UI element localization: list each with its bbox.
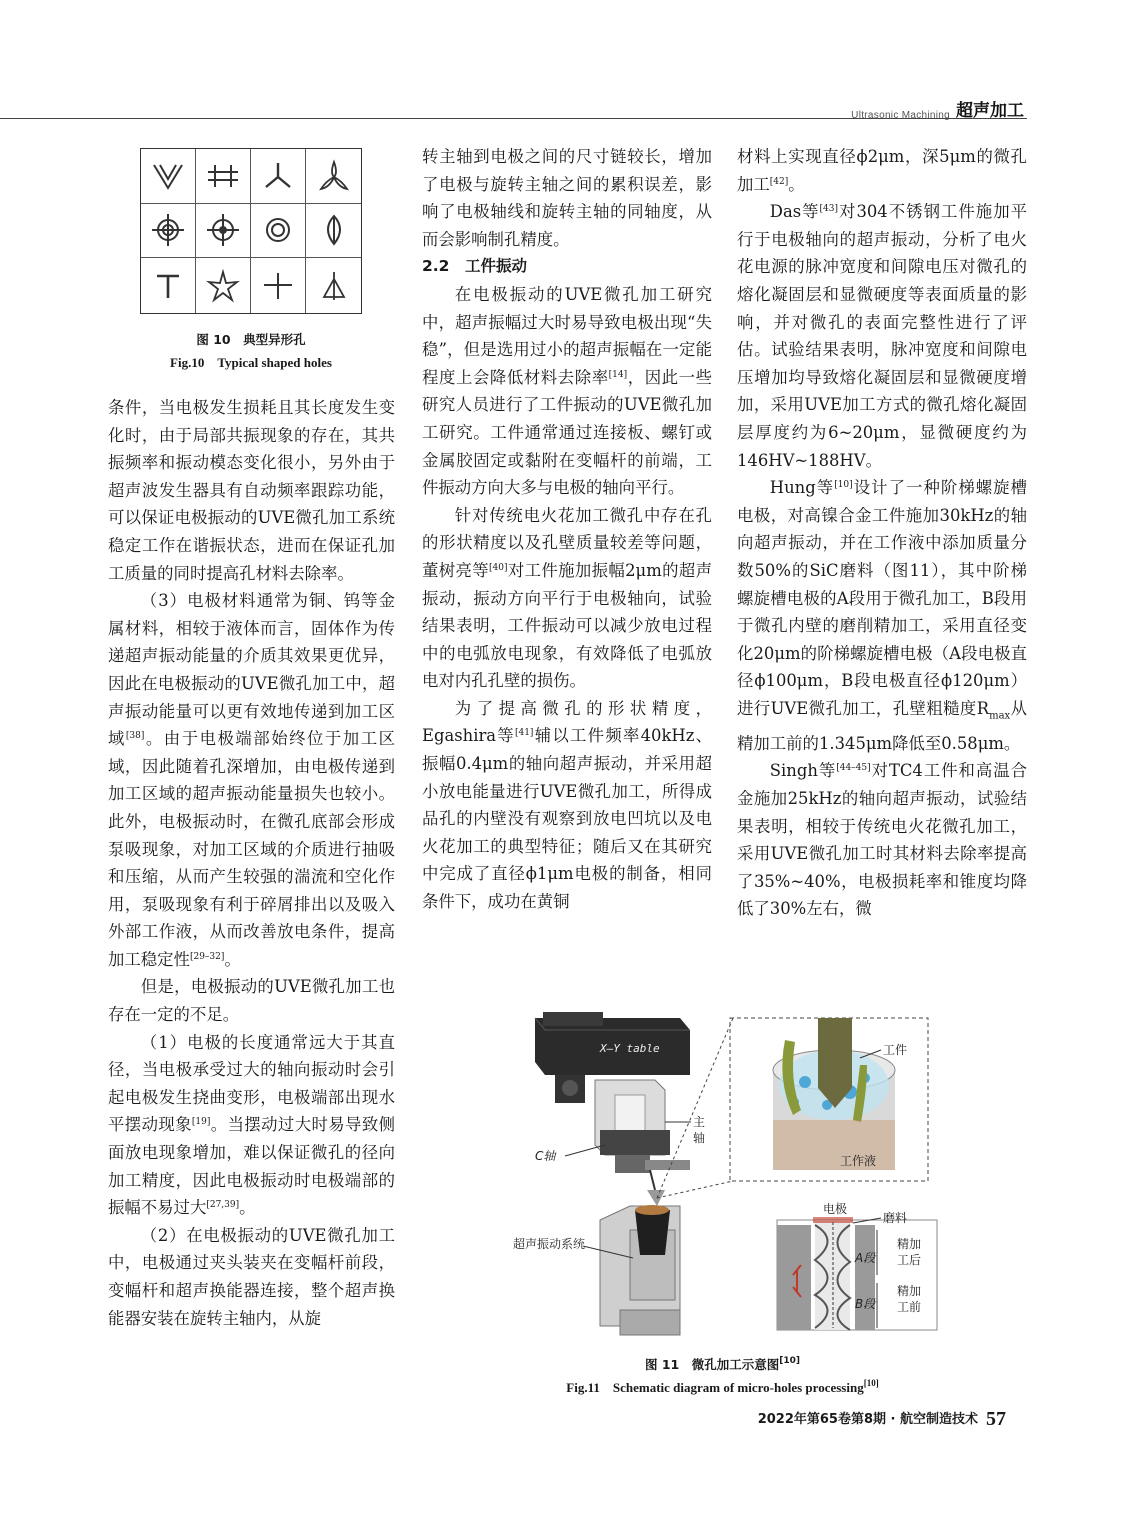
citation: [38] — [125, 731, 145, 742]
page-number: 57 — [986, 1408, 1006, 1430]
citation: [44–45] — [836, 763, 871, 774]
citation: [10] — [834, 480, 853, 491]
after-finishing-label-l2: 工后 — [897, 1253, 922, 1267]
citation: [42] — [769, 176, 789, 187]
paragraph: Das等[43]对304不锈钢工件施加平行于电极轴向的超声振动，分析了电火花电源的脉冲宽度和间隙电压对微孔的熔化凝固层和显微硬度等表面质量的影响，并对微孔的表面完整性进行了评估。试验结果表明，脉冲宽度和间隙电压增加均导致熔化凝固层和显微硬度增加，采用UVE加工方式的微孔熔化凝固层厚度约为6~20μm，显微硬度约为146HV~188HV。 — [737, 202, 1027, 470]
paragraph: Singh等[44–45]对TC4工件和高温合金施加25kHz的轴向超声振动，试验结果表明，相较于传统电火花微孔加工，采用UVE微孔加工时其材料去除率提高了35%~40%，电极损耗率和锥度均降低了30%左右，微 — [737, 761, 1028, 919]
paragraph: （2）在电极振动的UVE微孔加工中，电极通过夹头装夹在变幅杆前段，变幅杆和超声换能器连接，整个超声换能器安装在旋转主轴内，从旋 — [108, 1225, 395, 1328]
paragraph: （1）电极的长度通常远大于其直径，当电极承受过大的轴向振动时会引起电极发生挠曲变形，电极端部出现水平摆动现象[19]。当摆动过大时易导致侧面放电现象增加，难以保证微孔的径向加工精度，因此电极振动时电极端部的振幅不易过大[27,39]。 — [108, 1032, 396, 1218]
figure-11-caption-cn: 图 11 微孔加工示意图[10] — [644, 1356, 800, 1372]
crosshair-circle-icon — [141, 204, 196, 259]
leaf-icon — [306, 204, 361, 259]
spindle-assembly — [595, 1080, 690, 1190]
cross-icon — [251, 258, 306, 313]
page-footer — [758, 1408, 1006, 1431]
citation: [19] — [191, 1117, 211, 1128]
spindle-label-char1: 主 — [693, 1115, 706, 1129]
before-finishing-label-l2: 工前 — [897, 1300, 922, 1314]
ultrasonic-vibration-system — [600, 1205, 680, 1335]
segment-b-label: B段 — [855, 1297, 876, 1311]
figure-11-caption-en: Fig.11 Schematic diagram of micro-holes processing[10] — [566, 1378, 879, 1395]
y-shape-icon — [251, 149, 306, 204]
paragraph: 但是，电极振动的UVE微孔加工也存在一定的不足。 — [108, 977, 395, 1025]
paragraph: 针对传统电火花加工微孔中存在孔的形状精度以及孔壁质量较差等问题，董树亮等[40]对工件施加振幅2μm的超声振动，振动方向平行于电极轴向，试验结果表明，工件振动可以减少放电过程中的电弧放电现象，有效降低了电弧放电对内孔孔壁的损伤。 — [422, 505, 713, 691]
section-heading: 2.2 工件振动 — [422, 257, 527, 276]
header-rule — [0, 118, 1027, 119]
citation: [14] — [608, 369, 628, 380]
paragraph: 为了提高微孔的形状精度，Egashira等[41]辅以工件频率40kHz、振幅0.4μm的轴向超声振动，并采用超小放电能量进行UVE微孔加工，所得成品孔的内壁没有观察到放电凹坑以及电火花加工的典型特征；随后又在其研究中完成了直径ϕ1μm电极的制备，相同条件下，成功在黄铜 — [422, 698, 713, 912]
column-3 — [737, 143, 1027, 923]
citation: [40] — [489, 562, 508, 573]
workpiece-label: 工件 — [883, 1043, 908, 1057]
inset-workpiece — [773, 1018, 895, 1170]
concentric-circle-icon — [251, 204, 306, 259]
figure-11-diagram — [505, 1010, 940, 1348]
spindle-label-char2: 轴 — [693, 1131, 706, 1145]
tri-leaf-icon — [306, 149, 361, 204]
paragraph: Hung等[10]设计了一种阶梯螺旋槽电极，对高镍合金工件施加30kHz的轴向超声振动，并在工作液中添加质量分数50%的SiC磨料（图11），其中阶梯螺旋槽电极的A段用于微孔加工，B段用于微孔内壁的磨削精加工，采用直径变化20μm的阶梯螺旋槽电极（A段电极直径ϕ100μm，B段电极直径ϕ120μm）进行UVE微孔加工，孔壁粗糙度$R_{max}$从精加工前的1.345μm降低至0.58μm。 — [737, 478, 1028, 753]
c-axis-label: C轴 — [535, 1149, 556, 1163]
figure-10-caption-cn: 图 10 典型异形孔 — [196, 332, 306, 347]
ultrasonic-system-label: 超声振动系统 — [513, 1237, 586, 1251]
working-fluid-label: 工作液 — [840, 1154, 877, 1168]
arrow-triangle-icon — [306, 258, 361, 313]
abrasive-label: 磨料 — [883, 1211, 908, 1225]
crosshair-circle-icon — [196, 204, 251, 259]
before-finishing-label-l1: 精加 — [897, 1284, 922, 1298]
after-finishing-label-l1: 精加 — [897, 1237, 922, 1251]
citation: [27,39] — [206, 1200, 240, 1211]
electrode-label: 电极 — [823, 1202, 848, 1216]
column-1 — [108, 394, 395, 1332]
electrode-tip — [647, 1190, 665, 1206]
journal-issue-info: 2022年第65卷第8期 · 航空制造技术 — [757, 1412, 978, 1427]
t-shape-icon — [141, 258, 196, 313]
journal-name-en: Ultrasonic Machining — [851, 110, 950, 121]
paragraph: 条件，当电极发生损耗且其长度发生变化时，由于局部共振现象的存在，其共振频率和振动模态变化很小，另外由于超声波发生器具有自动频率跟踪功能，可以保证电极振动的UVE微孔加工系统稳定工作在谐振状态，进而在保证孔加工质量的同时提高孔材料去除率。 — [108, 398, 395, 583]
citation: [41] — [514, 728, 534, 739]
paragraph: （3）电极材料通常为铜、钨等金属材料，相较于液体而言，固体作为传递超声振动能量的介质其效果更优异，因此在电极振动的UVE微孔加工中，超声振动能量可以更有效地传递到加工区域[38]。由于电极端部始终位于加工区域，因此随着孔深增加，由电极传递到加工区域的超声振动能量损失也较小。此外，电极振动时，在微孔底部会形成泵吸现象，对加工区域的介质进行抽吸和压缩，从而产生较强的湍流和空化作用，泵吸现象有利于碎屑排出以及吸入外部工作液，从而改善放电条件，提高加工稳定性[29–32]。 — [108, 591, 396, 969]
subscript: max — [989, 710, 1011, 722]
double-h-icon — [196, 149, 251, 204]
citation: [43] — [819, 204, 839, 215]
segment-a-label: A段 — [855, 1251, 876, 1265]
column-2 — [422, 143, 712, 916]
xy-table-label: X–Y table — [600, 1042, 660, 1055]
figure-10-caption-en: Fig.10 Typical shaped holes — [170, 355, 332, 370]
paragraph: 材料上实现直径ϕ2μm，深5μm的微孔加工[42]。 — [737, 147, 1027, 194]
journal-name-cn: 超声加工 — [956, 101, 1024, 121]
paragraph: 转主轴到电极之间的尺寸链较长，增加了电极与旋转主轴之间的累积误差，影响了电极轴线和旋转主轴的同轴度，从而会影响制孔精度。 — [422, 147, 712, 249]
citation: [29–32] — [189, 951, 225, 962]
paragraph: 在电极振动的UVE微孔加工研究中，超声振幅过大时易导致电极出现“失稳”，但是选用过小的超声振幅在一定能程度上会降低材料去除率[14]，因此一些研究人员进行了工件振动的UVE微孔加工研究。工件通常通过连接板、螺钉或金属胶固定或黏附在变幅杆的前端，工件振动方向大多与电极的轴向平行。 — [422, 284, 713, 498]
v-shape-icon — [141, 149, 196, 204]
figure-10-grid — [140, 148, 362, 314]
star-icon — [196, 258, 251, 313]
